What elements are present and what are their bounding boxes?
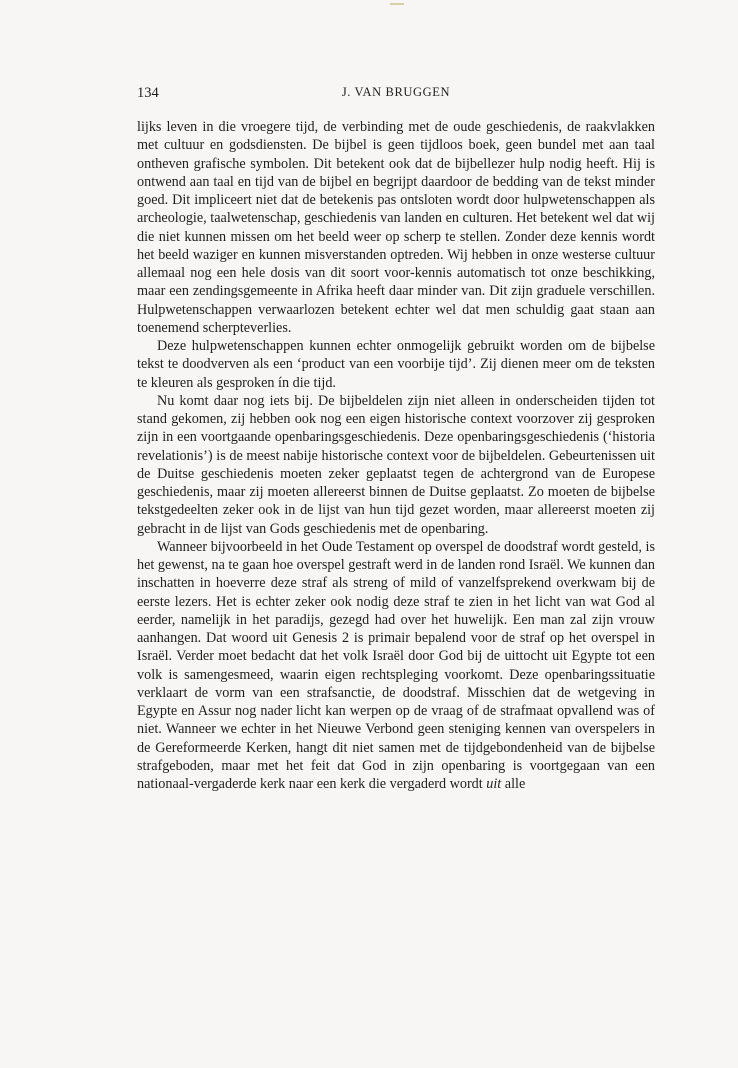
scan-mark (390, 3, 404, 5)
body-text (137, 118, 655, 793)
paragraph-4 (137, 538, 655, 794)
paragraph-3: Nu komt daar nog iets bij. De bijbeldelen zijn niet alleen in onderscheiden tijden tot stand gekomen, zij hebben ook nog een eigen historische context voorzover zij gesproken zijn in een voortgaande openbaringsgeschiedenis. Deze openbaringsgeschiedenis (‘historia revelationis’) is de meest nabije historische context voor de bijbeldelen. Gebeurtenissen uit de Duitse geschiedenis moeten zeker geplaatst tegen de achtergrond van de Europese geschiedenis, maar zij moeten allereerst binnen de Duitse geplaatst. Zo moeten de bijbelse tekstgedeelten zeker ook in de lijst van hun tijd gezet worden, maar allereerst moeten zij gebracht in de lijst van Gods geschiedenis met de openbaring. (137, 392, 655, 537)
paragraph-4-tail: alle (501, 776, 526, 792)
running-head: J. VAN BRUGGEN (341, 85, 451, 99)
paragraph-2: Deze hulpwetenschappen kunnen echter onmogelijk gebruikt worden om de bijbelse tekst te doodverven als een ‘product van een voorbije tijd’. Zij dienen meer om de teksten te kleuren als gesproken ín die tijd. (137, 338, 655, 391)
paragraph-1: lijks leven in die vroegere tijd, de verbinding met de oude geschiedenis, de raakvlakken met cultuur en godsdiensten. De bijbel is geen tijdloos boek, geen bundel met aan taal ontheven grafische symbolen. Dit betekent ook dat de bijbellezer hulp nodig heeft. Hij is ontwend aan taal en tijd van de bijbel en begrijpt daardoor de bedding van de tekst minder goed. Dit impliceert niet dat de betekenis pas ontsloten wordt door hulpwetenschappen als archeologie, taalwetenschap, geschiedenis van landen en culturen. Het betekent wel dat wij die niet kunnen missen om het beeld weer op scherp te stellen. Zonder deze kennis wordt het beeld waziger en kunnen misverstanden optreden. Wij hebben in onze westerse cultuur allemaal nog een hele dosis van dit soort voor-kennis automatisch tot onze beschikking, maar een zendingsgemeente in Afrika heeft daar minder van. Dit zijn graduele verschillen. Hulpwetenschappen verwaarlozen betekent echter wel dat men schuldig gaat staan aan toenemend scherpteverlies. (137, 119, 655, 336)
page-number: 134 (137, 85, 159, 101)
paragraph-4-text: Wanneer bijvoorbeeld in het Oude Testament op overspel de doodstraf wordt gesteld, is het gewenst, na te gaan hoe overspel gestraft werd in de landen rond Israël. We kunnen dan inschatten in hoeverre deze straf als streng of mild of vanzelfsprekend overkwam bij de eerste lezers. Het is echter zeker ook nodig deze straf te zien in het licht van wat God al eerder, namelijk in het paradijs, gezegd had over het huwelijk. Een man zal zijn vrouw aanhangen. Dat woord uit Genesis 2 is primair bepalend voor de straf op het overspel in Israël. Verder moet bedacht dat het volk Israël door God bij de uittocht uit Egypte tot een volk is samengesmeed, waarin eigen rechtspleging voorkomt. Deze openbaringssituatie verklaart de vorm van een strafsanctie, de doodstraf. Misschien dat de wetgeving in Egypte en Assur nog nader licht kan werpen op de vraag of de strafmaat opvallend was of niet. Wanneer we echter in het Nieuwe Verbond geen steniging kennen van overspelers in de Gereformeerde Kerken, hangt dit niet samen met de tijdgebondenheid van de bijbelse strafgeboden, maar met het feit dat God in zijn openbaring is voortgegaan van een nationaal-vergaderde kerk naar een kerk die vergaderd wordt (137, 538, 655, 792)
emphasis-uit: uit (486, 776, 502, 792)
page-header (137, 85, 655, 105)
